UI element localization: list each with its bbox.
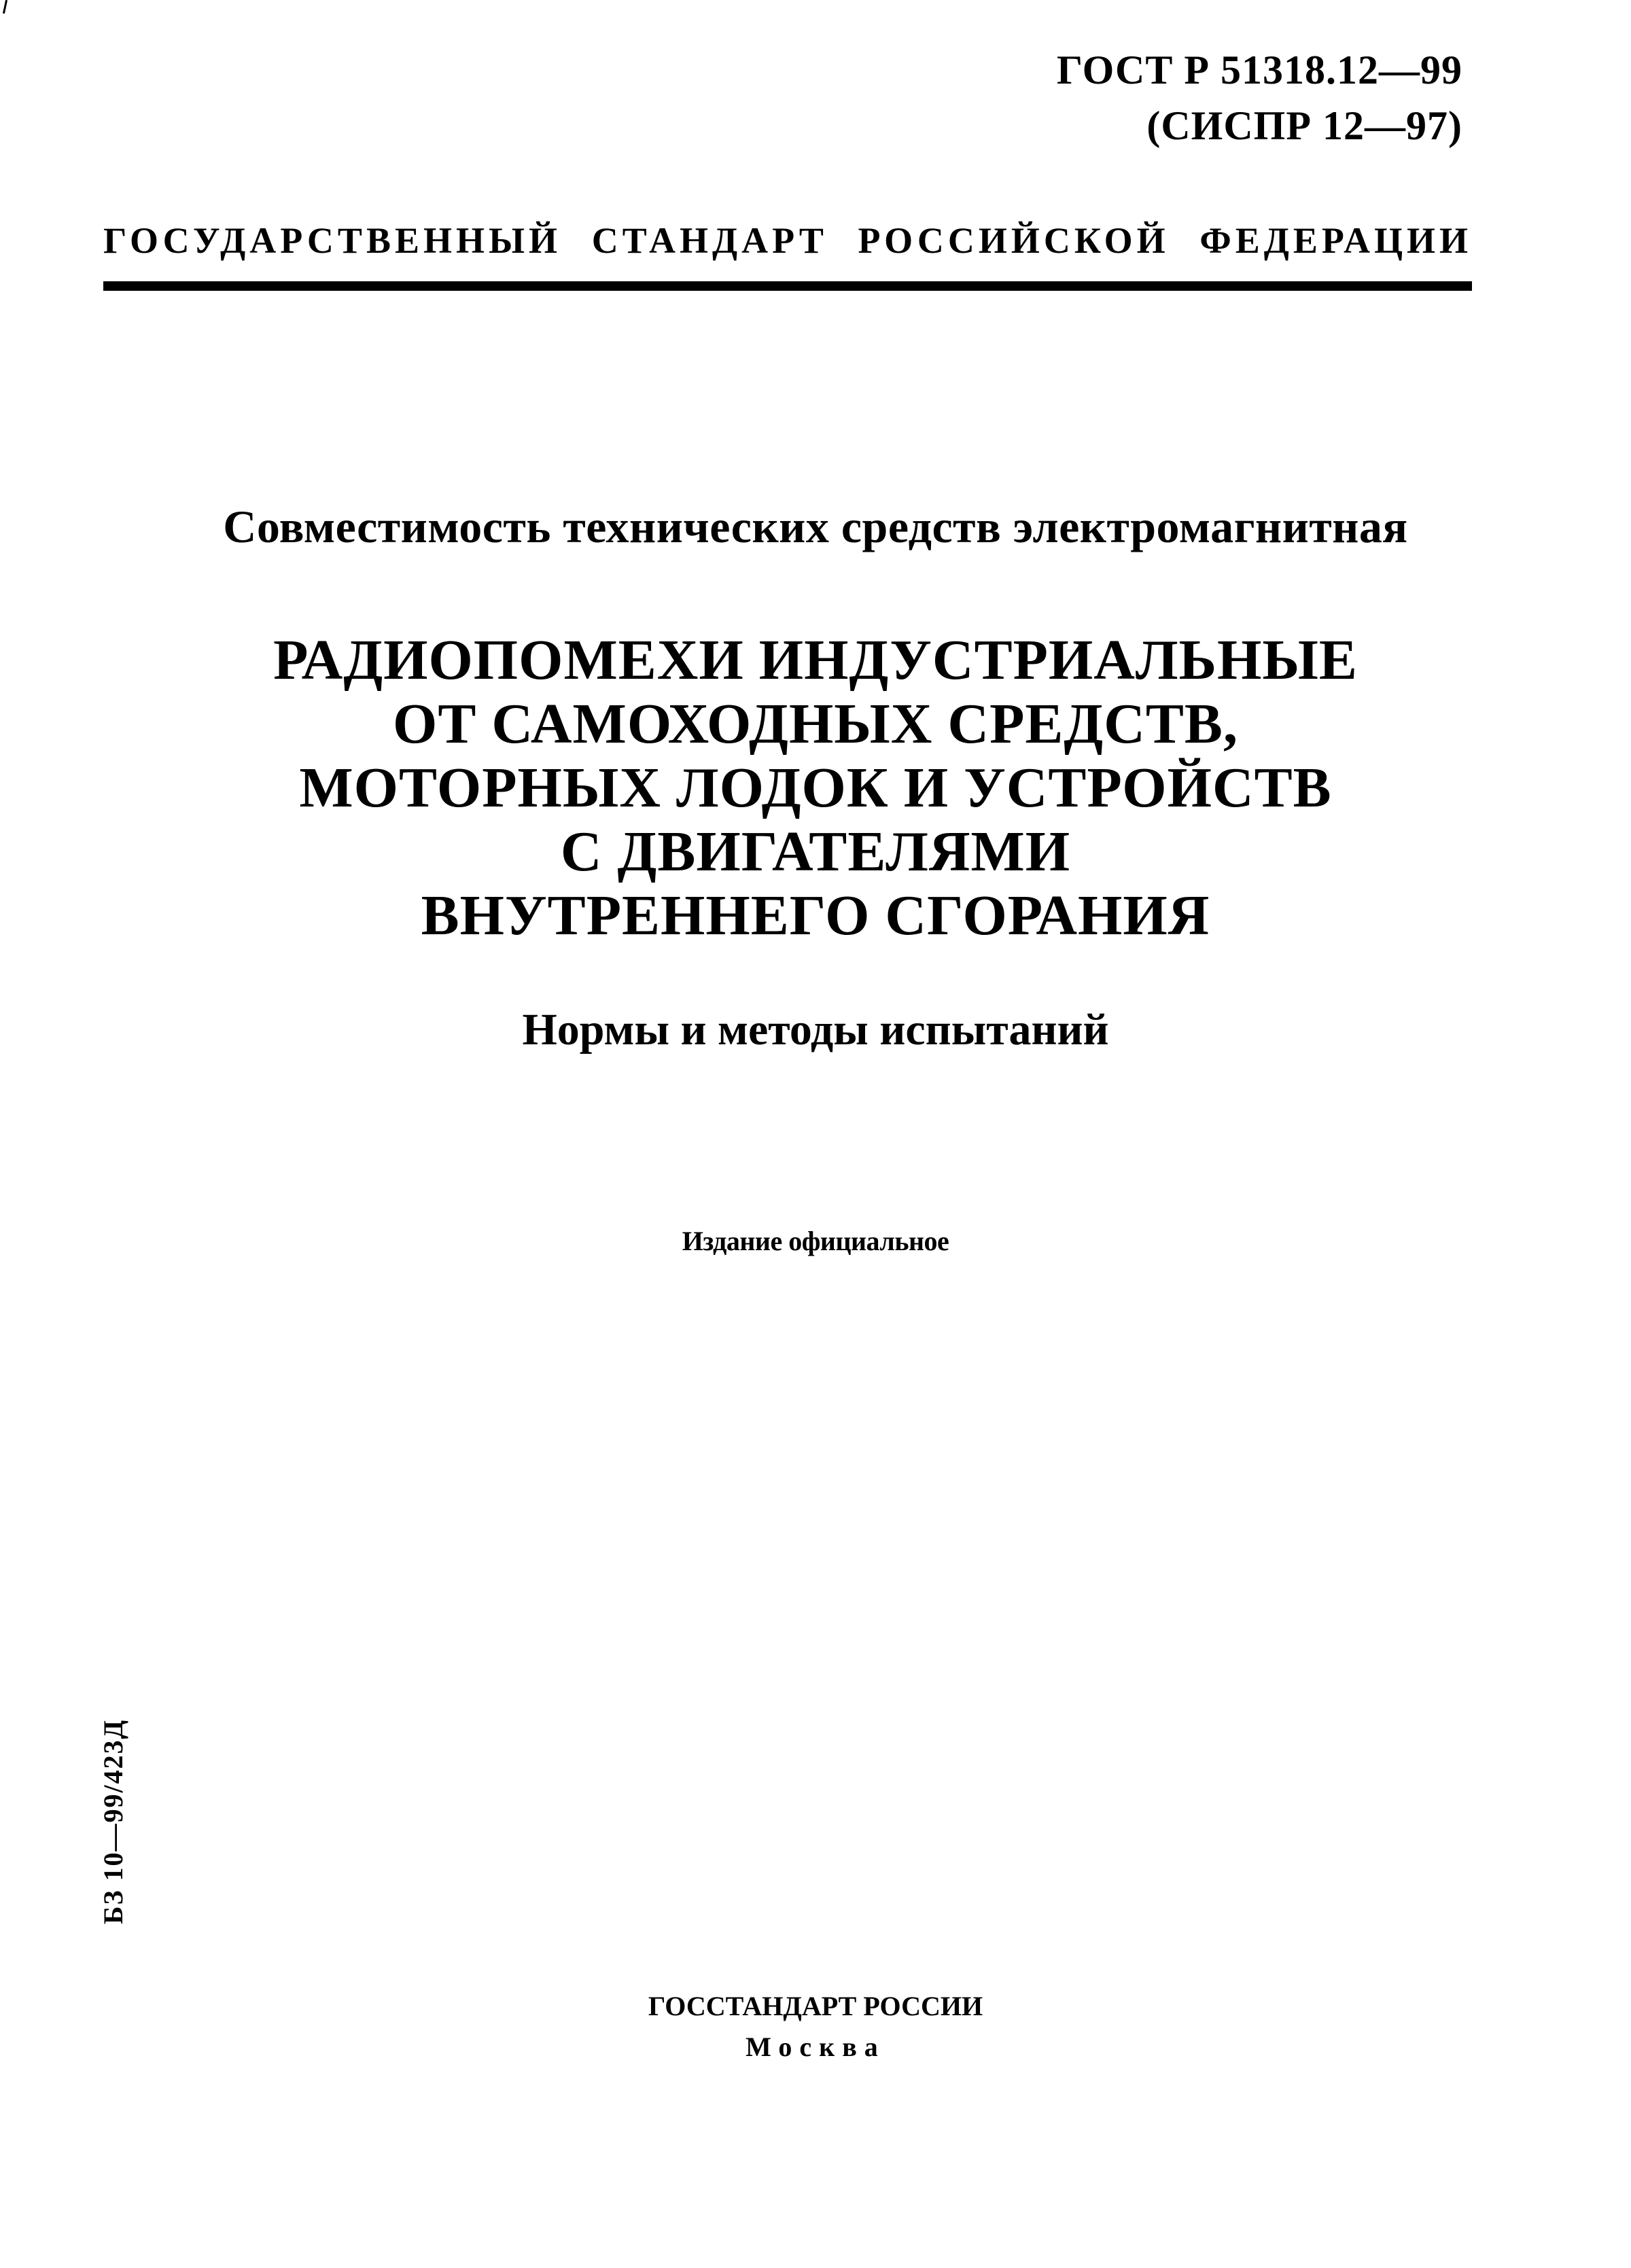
- document-subtitle: Нормы и методы испытаний: [522, 1005, 1109, 1055]
- document-codes: [1057, 42, 1462, 154]
- title-line: С ДВИГАТЕЛЯМИ: [560, 820, 1071, 883]
- title-line: ВНУТРЕННЕГО СГОРАНИЯ: [421, 884, 1210, 947]
- title-line: РАДИОПОМЕХИ ИНДУСТРИАЛЬНЫЕ: [273, 628, 1358, 692]
- publisher-name: ГОССТАНДАРТ РОССИИ: [648, 1991, 983, 2021]
- side-catalog-code: БЗ 10—99/423Д: [98, 1718, 128, 1924]
- state-standard-banner: ГОСУДАРСТВЕННЫЙ СТАНДАРТ РОССИЙСКОЙ ФЕДЕРАЦИИ: [103, 220, 1472, 261]
- title-line: ОТ САМОХОДНЫХ СРЕДСТВ,: [393, 692, 1238, 756]
- publisher-city: Москва: [746, 2032, 885, 2062]
- title-line: МОТОРНЫХ ЛОДОК И УСТРОЙСТВ: [299, 756, 1332, 819]
- gost-number: ГОСТ Р 51318.12—99: [1056, 48, 1462, 92]
- cispr-number: (СИСПР 12—97): [1146, 103, 1462, 148]
- standard-category: Совместимость технических средств электромагнитная: [223, 501, 1408, 552]
- document-title: [0, 628, 1631, 948]
- scan-artifact-mark: [3, 0, 7, 14]
- header-rule: [103, 281, 1472, 291]
- edition-note: Издание официальное: [682, 1226, 949, 1256]
